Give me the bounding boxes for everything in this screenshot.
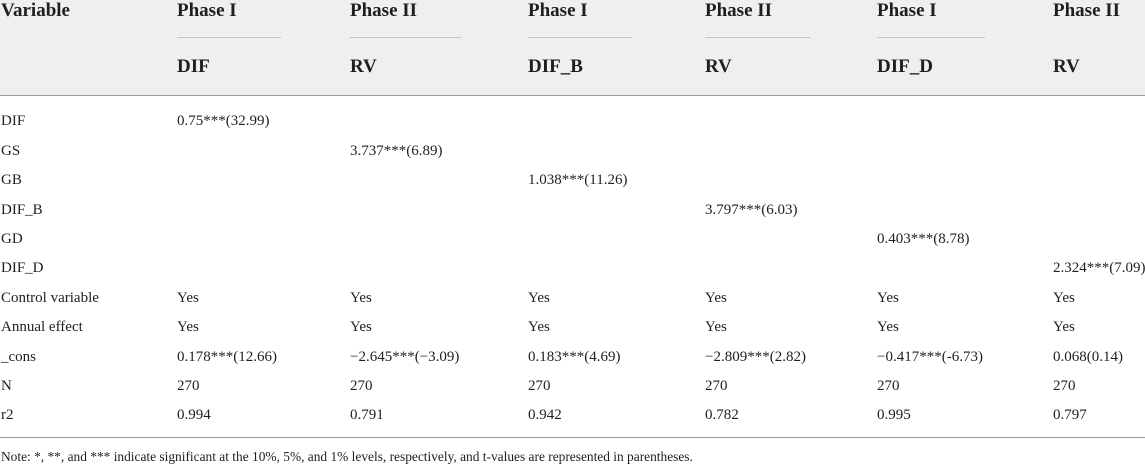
table-cell: Yes [705,290,727,306]
table-cell: −2.809***(2.82) [705,349,806,365]
phase-header: Phase II [350,0,418,21]
table-cell: Yes [177,290,199,306]
dependent-variable-header: RV [705,56,732,77]
table-cell: −2.645***(−3.09) [350,349,460,365]
phase-header: Phase I [877,0,937,21]
row-label: DIF_D [1,260,44,276]
table-cell: Yes [1053,290,1075,306]
table-cell: 0.178***(12.66) [177,349,277,365]
phase-underline [528,37,632,38]
row-label: DIF_B [1,202,43,218]
table-cell: 270 [350,378,373,394]
table-cell: 270 [705,378,728,394]
variable-column-header: Variable [1,0,70,21]
row-label: Control variable [1,290,99,306]
table-cell: Yes [528,319,550,335]
table-cell: Yes [1053,319,1075,335]
phase-header: Phase II [705,0,773,21]
table-cell: 0.75***(32.99) [177,113,270,129]
row-label: r2 [1,407,14,423]
phase-underline [705,37,810,38]
table-cell: 0.994 [177,407,211,423]
phase-underline [877,37,985,38]
row-label: DIF [1,113,26,129]
table-cell: 270 [877,378,900,394]
row-label: N [1,378,12,394]
table-cell: 0.782 [705,407,739,423]
table-cell: Yes [877,319,899,335]
table-cell: Yes [350,319,372,335]
row-label: Annual effect [1,319,83,335]
table-cell: 0.068(0.14) [1053,349,1123,365]
phase-header: Phase I [177,0,237,21]
dependent-variable-header: DIF [177,56,210,77]
table-cell: 0.797 [1053,407,1087,423]
table-cell: 2.324***(7.09) [1053,260,1145,276]
phase-header: Phase I [528,0,588,21]
table-cell: −0.417***(-6.73) [877,349,983,365]
table-cell: 1.038***(11.26) [528,172,628,188]
table-cell: 0.403***(8.78) [877,231,970,247]
table-cell: Yes [350,290,372,306]
row-label: GB [1,172,22,188]
dependent-variable-header: RV [1053,56,1080,77]
table-cell: Yes [705,319,727,335]
table-cell: Yes [528,290,550,306]
table-note: Note: *, **, and *** indicate significant at the 10%, 5%, and 1% levels, respectively, and t-values are represented in parentheses. [1,449,693,464]
row-label: GS [1,143,21,159]
table-cell: 3.737***(6.89) [350,143,443,159]
table-cell: 0.995 [877,407,911,423]
table-cell: 0.791 [350,407,384,423]
table-bottom-divider [0,437,1145,438]
phase-underline [177,37,281,38]
table-cell: Yes [877,290,899,306]
row-label: GD [1,231,23,247]
table-cell: 0.942 [528,407,562,423]
phase-underline [350,37,461,38]
phase-header: Phase II [1053,0,1121,21]
table-cell: 270 [177,378,200,394]
table-cell: 270 [528,378,551,394]
dependent-variable-header: RV [350,56,377,77]
row-label: _cons [1,349,36,365]
table-cell: 3.797***(6.03) [705,202,798,218]
dependent-variable-header: DIF_B [528,56,583,77]
dependent-variable-header: DIF_D [877,56,933,77]
header-divider [0,95,1145,96]
table-cell: 0.183***(4.69) [528,349,621,365]
table-cell: Yes [177,319,199,335]
table-cell: 270 [1053,378,1076,394]
